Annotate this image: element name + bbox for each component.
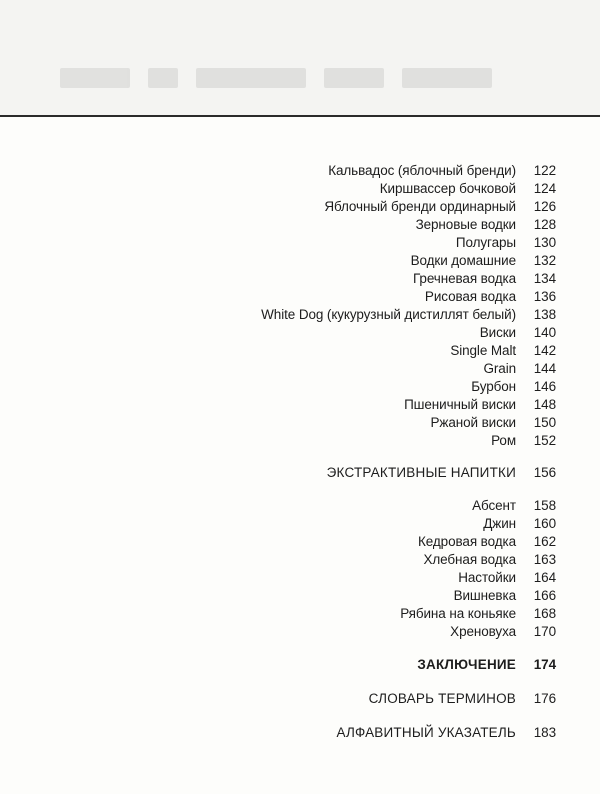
toc-entry-title: Пшеничный виски xyxy=(404,397,516,412)
toc-section-page: 176 xyxy=(533,691,556,706)
toc-entry-page: 152 xyxy=(533,433,556,448)
toc-entry-rye-whisky[interactable] xyxy=(180,413,556,433)
toc-entry-page: 144 xyxy=(533,361,556,376)
toc-entry-page: 142 xyxy=(533,343,556,358)
toc-entry-title: Полугары xyxy=(455,235,516,250)
toc-entry-title: Водки домашние xyxy=(410,253,516,268)
toc-entry-bourbon[interactable] xyxy=(180,377,556,397)
toc-entry-grain[interactable] xyxy=(180,359,556,379)
toc-entry-page: 128 xyxy=(533,217,556,232)
toc-entry-single-malt[interactable] xyxy=(180,341,556,361)
toc-entry-page: 146 xyxy=(533,379,556,394)
toc-entry-title: Киршвассер бочковой xyxy=(379,181,516,196)
toc-entry-page: 132 xyxy=(533,253,556,268)
toc-entry-whisky[interactable] xyxy=(180,323,556,343)
toc-entry-title: Абсент xyxy=(472,498,516,513)
toc-entry-rum[interactable] xyxy=(180,431,556,451)
toc-entry-page: 162 xyxy=(533,534,556,549)
toc-entry-title: Вишневка xyxy=(453,588,516,603)
toc-entry-apple-brandy[interactable] xyxy=(180,197,556,217)
toc-entry-page: 164 xyxy=(533,570,556,585)
toc-entry-absinthe[interactable] xyxy=(180,496,556,516)
toc-section-extractive-drinks[interactable] xyxy=(180,463,556,483)
toc-entry-ryabina-cognac[interactable] xyxy=(180,604,556,624)
toc-section-glossary[interactable] xyxy=(180,689,556,709)
toc-entry-page: 136 xyxy=(533,289,556,304)
toc-entry-rice-vodka[interactable] xyxy=(180,287,556,307)
toc-entry-title: Зерновые водки xyxy=(415,217,516,232)
toc-section-title: ЗАКЛЮЧЕНИЕ xyxy=(417,657,516,672)
toc-entry-title: Виски xyxy=(479,325,516,340)
toc-entry-kirschwasser[interactable] xyxy=(180,179,556,199)
toc-entry-page: 166 xyxy=(533,588,556,603)
toc-entry-page: 148 xyxy=(533,397,556,412)
toc-section-title: ЭКСТРАКТИВНЫЕ НАПИТКИ xyxy=(326,465,516,480)
toc-entry-white-dog[interactable] xyxy=(180,305,556,325)
toc-entry-page: 150 xyxy=(533,415,556,430)
toc-section-page: 174 xyxy=(533,657,556,672)
toc-entry-title: Single Malt xyxy=(450,343,516,358)
toc-entry-cedar-vodka[interactable] xyxy=(180,532,556,552)
toc-entry-page: 160 xyxy=(533,516,556,531)
toc-entry-page: 170 xyxy=(533,624,556,639)
toc-entry-polugary[interactable] xyxy=(180,233,556,253)
toc-section-title: АЛФАВИТНЫЙ УКАЗАТЕЛЬ xyxy=(336,725,516,740)
toc-entry-title: Джин xyxy=(483,516,516,531)
toc-entry-title: Grain xyxy=(483,361,516,376)
toc-entry-title: Гречневая водка xyxy=(412,271,516,286)
toc-entry-vishnevka[interactable] xyxy=(180,586,556,606)
toc-entry-title: Ржаной виски xyxy=(430,415,516,430)
toc-entry-title: Рябина на коньяке xyxy=(400,606,516,621)
toc-section-page: 183 xyxy=(533,725,556,740)
toc-entry-calvados[interactable] xyxy=(180,161,556,181)
toc-entry-title: Хреновуха xyxy=(450,624,516,639)
toc-entry-bread-vodka[interactable] xyxy=(180,550,556,570)
toc-entry-page: 130 xyxy=(533,235,556,250)
toc-section-conclusion[interactable] xyxy=(180,655,556,675)
toc-entry-page: 122 xyxy=(533,163,556,178)
toc-entry-page: 140 xyxy=(533,325,556,340)
toc-entry-page: 134 xyxy=(533,271,556,286)
toc-entry-wheat-whisky[interactable] xyxy=(180,395,556,415)
toc-entry-khrenovukha[interactable] xyxy=(180,622,556,642)
toc-section-index[interactable] xyxy=(180,723,556,743)
toc-entry-page: 138 xyxy=(533,307,556,322)
toc-entry-title: Кальвадос (яблочный бренди) xyxy=(328,163,516,178)
toc-section-title: СЛОВАРЬ ТЕРМИНОВ xyxy=(368,691,516,706)
toc-entry-page: 163 xyxy=(533,552,556,567)
toc-entry-title: Ром xyxy=(491,433,516,448)
toc-entry-page: 158 xyxy=(533,498,556,513)
toc-entry-title: Яблочный бренди ординарный xyxy=(324,199,516,214)
toc-entry-page: 124 xyxy=(533,181,556,196)
toc-entry-title: Рисовая водка xyxy=(424,289,516,304)
toc-entry-title: Бурбон xyxy=(471,379,516,394)
toc-entry-title: Хлебная водка xyxy=(423,552,516,567)
toc-entry-nastoyki[interactable] xyxy=(180,568,556,588)
toc-entry-buckwheat-vodka[interactable] xyxy=(180,269,556,289)
toc-entry-title: Кедровая водка xyxy=(418,534,516,549)
toc-entry-home-vodkas[interactable] xyxy=(180,251,556,271)
toc-entry-page: 126 xyxy=(533,199,556,214)
toc-entry-page: 168 xyxy=(533,606,556,621)
toc-entry-grain-vodkas[interactable] xyxy=(180,215,556,235)
toc-entry-gin[interactable] xyxy=(180,514,556,534)
toc-section-page: 156 xyxy=(533,465,556,480)
toc-entry-title: Настойки xyxy=(458,570,516,585)
toc-entry-title: White Dog (кукурузный дистиллят белый) xyxy=(261,307,516,322)
